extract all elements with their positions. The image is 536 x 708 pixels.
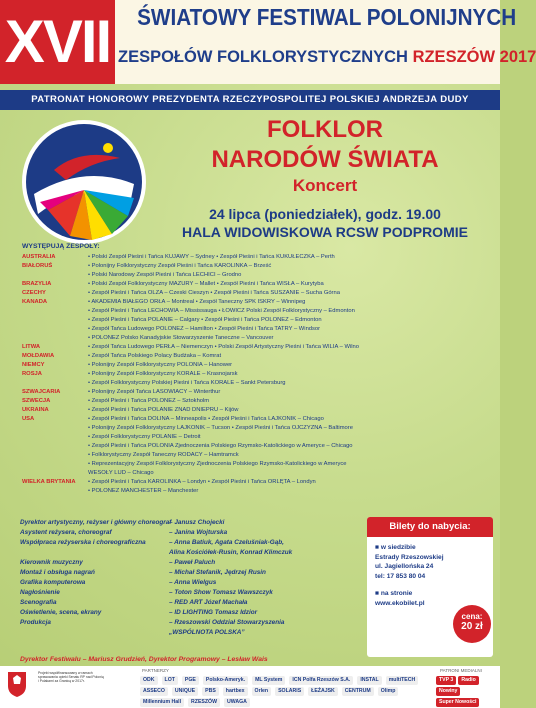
event-date: 24 lipca (poniedziałek), godz. 19.00: [209, 206, 441, 222]
ensemble-text: • Zespół Tańca Ludowego PERŁA – Niemenczyn • Polski Zespół Artystyczny Pieśni i Tańca WILIA – Wilno: [88, 344, 359, 350]
ensemble-text: • Polonijny Zespół Tańca LASOWIACY – Winterthur: [88, 389, 221, 395]
ensemble-text: • Zespół Folklorystyczny Polskiej Pieśni i Tańca KORALE – Sankt Petersburg: [88, 380, 286, 386]
sponsor-logo: ODK: [140, 676, 158, 685]
festival-title-line1: ŚWIATOWY FESTIWAL POLONIJNYCH: [137, 4, 517, 30]
credit-role: Produkcja: [20, 619, 51, 626]
sponsor-logo: ML System: [252, 676, 285, 685]
performer-row: [22, 289, 494, 298]
credit-row: [20, 568, 360, 578]
performer-row: [22, 397, 494, 406]
ensemble-text: • Reprezentacyjny Zespół Folklorystyczny Zjednoczenia Polskiego Rzymsko-Katolickiego w Ameryce: [88, 461, 347, 467]
price-label: cena:: [461, 612, 483, 621]
credit-person: Alina Kościółek-Rusin, Konrad Klimczuk: [169, 549, 293, 556]
country-label: NIEMCY: [22, 362, 45, 368]
ensemble-text: • Zespół Folklorystyczny POLANIE – Detroit: [88, 434, 201, 440]
performer-row: [22, 307, 494, 316]
ensemble-text: • Zespół Pieśni i Tańca OLZA – Czeski Cieszyn • Zespół Pieśni i Tańca SUSZANIE – Sucha Górna: [88, 290, 340, 296]
tickets-title: Bilety do nabycia:: [367, 517, 493, 537]
ensemble-text: • Polski Zespół Folklorystyczny MAZURY – Mallet • Zespół Pieśni i Tańca WISŁA – Kurytyba: [88, 281, 324, 287]
event-venue: HALA WIDOWISKOWA RCSW PODPROMIE: [182, 224, 468, 240]
tickets-info: [375, 543, 444, 608]
ensemble-text: • AKADEMIA BIAŁEGO ORŁA – Montreal • Zespół Taneczny SPK ISKRY – Winnipeg: [88, 299, 306, 305]
country-label: AUSTRALIA: [22, 254, 56, 260]
performer-row: [22, 379, 494, 388]
performers-list: [22, 253, 494, 496]
country-label: BIAŁORUŚ: [22, 263, 53, 269]
performer-row: [22, 478, 494, 487]
country-label: [22, 451, 88, 460]
performer-row: [22, 487, 494, 496]
performer-row: [22, 334, 494, 343]
sponsor-logo: RZESZÓW: [188, 698, 220, 707]
credit-person: – Paweł Paluch: [169, 559, 216, 566]
performer-row: [22, 415, 494, 424]
ensemble-text: • Zespół Pieśni i Tańca KAROLINKA – Londyn • Zespół Pieśni i Tańca ORLĘTA – Londyn: [88, 479, 316, 485]
sponsor-logo: PBS: [202, 687, 219, 696]
credit-row: [20, 518, 360, 528]
performer-row: [22, 253, 494, 262]
ensemble-text: • Zespół Pieśni i Tańca POLONIA Zjednoczenia Polskiego Rzymsko-Katolickiego w Ameryce – Chicago: [88, 443, 353, 449]
performer-row: [22, 424, 494, 433]
country-label: KANADA: [22, 299, 48, 305]
partners-label: PARTNERZY: [142, 668, 169, 673]
country-label: MOŁDAWIA: [22, 353, 55, 359]
performer-row: [22, 406, 494, 415]
edition-number: XVII: [0, 0, 115, 84]
ensemble-text: • Polski Zespół Pieśni i Tańca KUJAWY – Sydney • Zespół Pieśni i Tańca KUKUŁECZKA – Perth: [88, 254, 335, 260]
directors-line: Dyrektor Festiwalu – Mariusz Grudzień, Dyrektor Programowy – Lesław Wais: [20, 656, 268, 663]
sponsor-logo: Polsko-Ameryk.: [203, 676, 248, 685]
credit-row: [20, 618, 360, 628]
country-label: [22, 379, 88, 388]
performer-row: [22, 343, 494, 352]
sponsor-logo: LOT: [162, 676, 178, 685]
credit-person: – Toton Show Tomasz Wawszczyk: [169, 589, 273, 596]
tickets-website-link[interactable]: www.ekobilet.pl: [375, 599, 425, 607]
country-label: ROSJA: [22, 371, 42, 377]
ensemble-text: • Polonijny Zespół Folklorystyczny KORALE – Krasnojarsk: [88, 371, 238, 377]
credit-person: – ID LIGHTING Tomasz Idzior: [169, 609, 258, 616]
ensemble-text: • Zespół Pieśni i Tańca POLANIE ZNAD DNIEPRU – Kijów: [88, 407, 239, 413]
country-label: SZWECJA: [22, 398, 51, 404]
country-label: SZWAJCARIA: [22, 389, 61, 395]
sponsor-logo: UWAGA: [224, 698, 250, 707]
festival-logo-icon: [20, 118, 148, 246]
performer-row: [22, 298, 494, 307]
credit-person: – Rzeszowski Oddział Stowarzyszenia: [169, 619, 285, 626]
credit-row: [20, 588, 360, 598]
performers-label: WYSTĘPUJĄ ZESPOŁY:: [22, 243, 100, 250]
country-label: [22, 334, 88, 343]
country-label: WIELKA BRYTANIA: [22, 479, 76, 485]
credit-row: [20, 598, 360, 608]
credit-person: – Janusz Chojecki: [169, 519, 225, 526]
performer-row: [22, 388, 494, 397]
title-folklor: FOLKLOR: [267, 116, 383, 143]
ensemble-text: • Zespół Pieśni i Tańca LECHOWIA – Mississauga • ŁOWICZ Polski Zespół Folklorystyczny – Edmonton: [88, 308, 355, 314]
credit-role: [20, 628, 169, 638]
country-label: [22, 316, 88, 325]
ensemble-text: • Zespół Pieśni i Tańca POLANIE – Calgary • Zespół Pieśni i Tańca POLONEZ – Edmonton: [88, 317, 322, 323]
credit-role: Montaż i obsługa nagrań: [20, 569, 95, 576]
sponsor-logo: UNIQUE: [172, 687, 198, 696]
sponsor-logo: Orlen: [252, 687, 272, 696]
credit-person: – Janina Wojturska: [169, 529, 228, 536]
festival-city-year: RZESZÓW 2017: [412, 48, 536, 66]
tickets-line: Estrady Rzeszowskiej: [375, 553, 444, 561]
credit-row: [20, 528, 360, 538]
credit-person: – Anna Batiuk, Agata Czelušniak-Gąb,: [169, 539, 284, 546]
country-label: [22, 469, 88, 478]
sponsor-logo: ICN Polfa Rzeszów S.A.: [289, 676, 353, 685]
credit-role: Scenografia: [20, 599, 57, 606]
credit-row: [20, 538, 360, 548]
credit-role: Asystent reżysera, choreograf: [20, 529, 112, 536]
country-label: BRAZYLIA: [22, 281, 52, 287]
tickets-line: ■ na stronie: [375, 590, 413, 597]
ensemble-text: • Polonijny Folklorystyczny Zespół Pieśni i Tańca KAROLINKA – Brześć: [88, 263, 272, 269]
credit-row: [20, 608, 360, 618]
performer-row: [22, 361, 494, 370]
ensemble-text: • Zespół Pieśni i Tańca POLONEZ – Sztokholm: [88, 398, 210, 404]
media-logo: Radio: [458, 676, 478, 685]
credit-person: „WSPÓLNOTA POLSKA”: [169, 629, 245, 636]
sponsor-logo: hartbex: [223, 687, 248, 696]
ensemble-text: • Polonijny Zespół Folklorystyczny POLONIA – Hanower: [88, 362, 233, 368]
title-narodow: NARODÓW ŚWIATA: [211, 146, 439, 173]
patronage-strip: PATRONAT HONOROWY PREZYDENTA RZECZYPOSPOLITEJ POLSKIEJ ANDRZEJA DUDY: [0, 90, 500, 110]
credit-person: – Anna Wielgus: [169, 579, 217, 586]
ensemble-text: • POLONEZ MANCHESTER – Manchester: [88, 488, 199, 494]
tickets-line: tel: 17 853 80 04: [375, 572, 426, 580]
performer-row: [22, 433, 494, 442]
tickets-line: ■ w siedzibie: [375, 544, 416, 551]
performer-row: [22, 316, 494, 325]
header-band: [0, 0, 536, 84]
credit-role: Grafika komputerowa: [20, 579, 86, 586]
credit-role: Nagłośnienie: [20, 589, 60, 596]
ensemble-text: • Zespół Pieśni i Tańca DOLINA – Minneapolis • Zespół Pieśni i Tańca LAJKONIK – Chicago: [88, 416, 324, 422]
tickets-box: [367, 517, 493, 657]
sponsor-logo: CENTRUM: [342, 687, 374, 696]
country-label: [22, 487, 88, 496]
credit-role: [20, 548, 169, 558]
ensemble-text: • POLONEZ Polsko Kanadyjskie Stowarzyszenie Taneczne – Vancouver: [88, 335, 274, 341]
ensemble-text: • Zespół Tańca Ludowego POLONEZ – Hamilton • Zespół Pieśni i Tańca TATRY – Windsor: [88, 326, 321, 332]
performer-row: [22, 469, 494, 478]
performer-row: [22, 352, 494, 361]
country-label: [22, 424, 88, 433]
credit-person: – Michał Stefanik, Jędrzej Rusin: [169, 569, 266, 576]
title-koncert: Koncert: [292, 176, 358, 195]
sponsor-logo: INSTAL: [357, 676, 381, 685]
performer-row: [22, 460, 494, 469]
credits-list: [20, 518, 360, 638]
sponsor-logo: Olimp: [378, 687, 399, 696]
credit-role: Oświetlenie, scena, ekrany: [20, 609, 102, 616]
country-label: USA: [22, 416, 35, 422]
credit-person: – RED ART Józef Machała: [169, 599, 248, 606]
credit-row: [20, 548, 360, 558]
credit-row: [20, 558, 360, 568]
country-label: [22, 271, 88, 280]
credit-row: [20, 578, 360, 588]
performer-row: [22, 262, 494, 271]
media-logo: Nowiny: [436, 687, 460, 696]
senate-crest-icon: [6, 670, 28, 698]
media-logo: Super Nowości: [436, 698, 479, 707]
sponsor-logos: [140, 676, 430, 707]
ensemble-text: • Zespół Tańca Polskiego Polacy Budżaka – Komrat: [88, 353, 222, 359]
performer-row: [22, 280, 494, 289]
country-label: LITWA: [22, 344, 41, 350]
sponsor-logo: multiTECH: [386, 676, 419, 685]
sponsor-logo: SOLARIS: [275, 687, 304, 696]
festival-title-line2: [118, 48, 536, 67]
country-label: [22, 460, 88, 469]
media-logos: [436, 676, 496, 707]
sponsor-logo: Millennium Hall: [140, 698, 184, 707]
country-label: UKRAINA: [22, 407, 49, 413]
country-label: CZECHY: [22, 290, 46, 296]
price-badge: [453, 605, 491, 643]
performer-row: [22, 442, 494, 451]
ensemble-text: • Folklorystyczny Zespół Taneczny RODACY – Hamtramck: [88, 452, 239, 458]
price-value: 20 zł: [461, 621, 483, 632]
ensemble-text: • Polski Narodowy Zespół Pieśni i Tańca LECHICI – Grodno: [88, 272, 242, 278]
tickets-line: ul. Jagiellońska 24: [375, 563, 434, 570]
ensemble-text: WESOŁY LUD – Chicago: [88, 470, 154, 476]
performer-row: [22, 325, 494, 334]
country-label: [22, 433, 88, 442]
country-label: [22, 325, 88, 334]
media-logo: TVP 3: [436, 676, 456, 685]
performer-row: [22, 451, 494, 460]
credit-role: Dyrektor artystyczny, reżyser i główny choreograf: [20, 519, 172, 526]
credit-role: Współpraca reżyserska i choreograficzna: [20, 539, 146, 546]
performer-row: [22, 370, 494, 379]
credit-role: Kierownik muzyczny: [20, 559, 83, 566]
sponsor-logo: PGE: [182, 676, 199, 685]
credit-row: [20, 628, 360, 638]
media-label: PATRONI MEDIALNI: [440, 668, 482, 673]
festival-subtitle: ZESPOŁÓW FOLKLORYSTYCZNYCH: [118, 48, 408, 66]
funding-note: Projekt współfinansowany w ramach sprawowania opieki Senatu RP nad Polonią i Polakami za Granicą w 2017r.: [38, 671, 104, 684]
country-label: [22, 442, 88, 451]
country-label: [22, 307, 88, 316]
ensemble-text: • Polonijny Zespół Folklorystyczny LAJKONIK – Tucson • Zespół Pieśni i Tańca OJCZYZNA – Baltimore: [88, 425, 353, 431]
performer-row: [22, 271, 494, 280]
sponsor-logo: ASSECO: [140, 687, 168, 696]
sponsor-logo: ŁEŻAJSK: [308, 687, 338, 696]
